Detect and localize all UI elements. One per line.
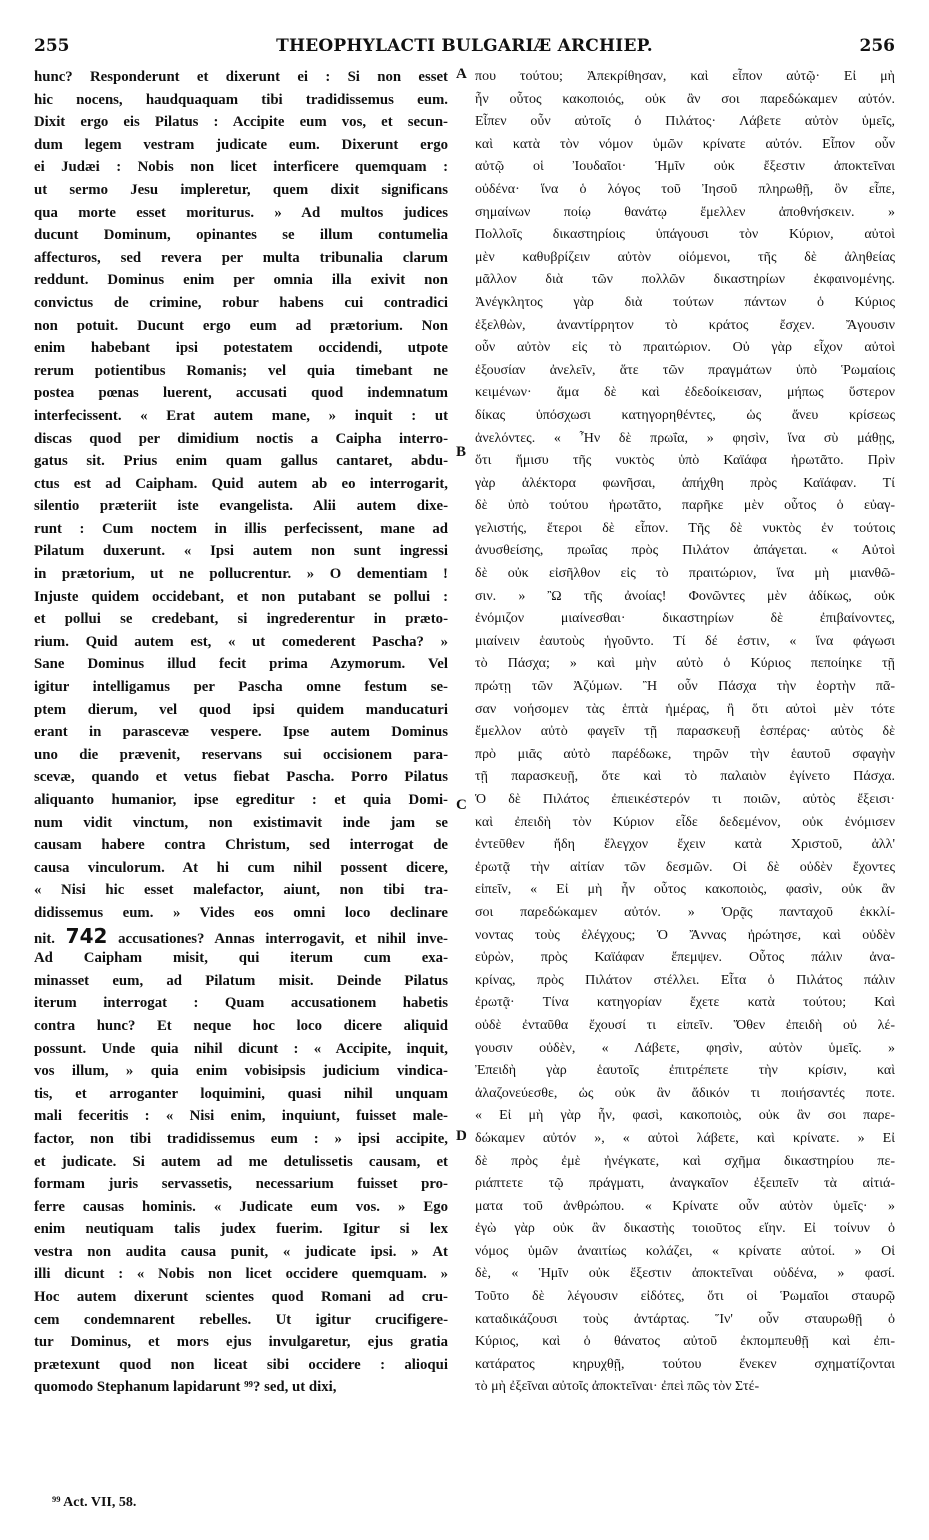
greek-line: ἔμελλον αὐτὸ φαγεῖν τῇ παρασκευῇ ἑσπέρας· αὐτὸς δὲ [475,724,895,740]
greek-line: ἐρωτᾷ· Τίνα κατηγορίαν ἔχετε κατὰ τούτου; Καὶ [475,995,895,1011]
latin-line: tis, et arroganter loquimini, quasi nihil unquam [34,1085,448,1102]
greek-line: δὲ ὑπὸ τούτου ἠρωτᾶτο, παρῆκε μὲν οὗτος ὁ εὐαγ- [475,498,895,514]
greek-line: πρώτῃ τῶν Ἀζύμων. Ἢ οὖν Πάσχα τὴν ἑορτὴν πᾶ- [475,679,895,695]
latin-line: factor, non tibi tradidissemus eum : » ipsi accipite, [34,1130,448,1147]
greek-column [475,66,895,1399]
greek-line: Πολλοῖς δικαστηρίοις ὑπάγουσι τὸν Κύριον, αὐτοὶ [475,227,895,243]
greek-line: ριάπτετε τῷ πράγματι, ἀναγκαῖον ἐξειπεῖν τὰ αἰτιά- [475,1176,895,1192]
latin-line: hic nocens, haudquaquam tibi tradidissemus eum. [34,91,448,108]
greek-line: μᾶλλον διὰ τῶν πολλῶν δικαστηρίων ἐκφαινομένης. [475,272,895,288]
greek-line: που τούτου; Ἀπεκρίθησαν, καὶ εἶπον αὐτῷ· Εἰ μὴ [475,69,895,84]
latin-line: cem condemnarent rebelles. Ut igitur crucifigere- [34,1311,448,1328]
greek-line: « Εἰ μὴ γὰρ ἦν, φασὶ, κακοποιὸς, οὐκ ἂν σοι παρε- [475,1108,895,1124]
latin-line: tur Dominus, et mors ejus invulgaretur, ejus gratia [34,1334,448,1351]
latin-line: vestra non audita causa punit, « judicate ipsi. » At [34,1243,448,1260]
greek-line: ἦν οὗτος κακοποιός, οὐκ ἂν σοι παρεδώκαμεν αὐτόν. [475,91,895,107]
latin-line: mali feceritis : « Nisi enim, inquiunt, fuisset male- [34,1108,448,1125]
greek-line: σημαίνων ποίῳ θανάτῳ ἔμελλεν ἀποθνήσκειν. » [475,204,895,220]
latin-line: quomodo Stephanum lapidarunt ⁹⁹? sed, ut dixi, [34,1379,337,1396]
latin-line: num vidit vinctum, non existimavit inde jam se [34,814,448,831]
greek-line: κρίνας, πρὸς Πιλάτον στέλλει. Εἶτα ὁ Πιλάτος πάλιν [475,972,895,988]
greek-line: ὅτι ἥμισυ τῆς νυκτὸς ὑπὸ Καϊάφα ἠρωτᾶτο. Πρὶν [475,453,895,469]
latin-line: « Nisi hic esset malefactor, aiunt, non tibi tra- [34,882,448,899]
greek-line: δίκας ὑπόσχωσι κατηγορηθέντες, ὡς ἄνευ κρίσεως [475,407,895,423]
greek-line: νόμος ὑμῶν ἀναιτίως κολάζει, « κρίνατε αὐτοί. » Οἱ [475,1243,895,1259]
latin-line: contra hunc? Et neque hoc loco dicere aliquid [34,1017,448,1034]
latin-line: Sane Dominus illud fecit prima Azymorum. Vel [34,656,448,673]
latin-line: qua morte esset moriturus. » Ad multos judices [34,204,448,221]
latin-line-text: accusationes? Annas interrogavit, et nihil inve- [118,930,448,947]
latin-line: didissemus eum. » Vides eos omni loco declinare [34,904,448,921]
greek-line: νοντας τοὺς ἐλέγχους; Ὁ Ἄννας ἠρώτησε, καὶ οὐδὲν [475,927,895,943]
latin-line: prætexunt quod non liceat sibi occidere : alioqui [34,1356,448,1373]
greek-line: αὐτῷ οἱ Ἰουδαῖοι· Ἡμῖν οὐκ ἔξεστιν ἀποκτεῖναι [475,159,895,175]
page-header [34,36,895,60]
greek-line: Ἐπειδὴ γὰρ ἑαυτοῖς ἐπιτρέπετε τὴν κρίσιν, καὶ [475,1063,895,1079]
latin-line: causa vinculorum. At hi cum nihil possent dicere, [34,859,448,876]
greek-line: Ὁ δὲ Πιλάτος ἐπιεικέστερόν τι ποιῶν, αὐτὸς ἔξεισι· [475,792,895,807]
latin-line: enim habebant ipsi potestatem occidendi, utpote [34,340,448,357]
greek-line: ματα τοῦ ἀνθρώπου. « Κρίνατε οὖν αὐτὸν ὑμεῖς· » [475,1198,895,1214]
greek-line: οὐδένα· ἵνα ὁ λόγος τοῦ Ἰησοῦ πληρωθῇ, ὃν εἶπε, [475,181,895,197]
latin-line: ctus est ad Caipham. Quid autem ab eo interrogarit, [34,475,448,492]
greek-line: δὲ πρὸς ἐμὲ ἠνέγκατε, καὶ σχῆμα δικαστηρίου πε- [475,1153,895,1169]
latin-line-prefix: nit. [34,930,55,947]
latin-line: ut sermo Jesu impleretur, quem dixit significans [34,181,448,198]
latin-line: rerum potientibus Romanis; vel quia timebant ne [34,362,448,379]
greek-line: δὲ οὐκ εἰσῆλθον εἰς τὸ πραιτώριον, ἵνα μὴ μιανθῶ- [475,566,895,582]
greek-line: ἐξελθὼν, ἀναντίρρητον τὸ κράτος ἔσχεν. Ἄγουσιν [475,317,895,333]
latin-line: ptem dierum, vel quod ipsi quidem manducaturi [34,701,448,718]
latin-column [34,66,448,1399]
latin-line: iterum interrogat : Quam accusationem habetis [34,995,448,1012]
margin-marker-d: D [456,1128,467,1144]
latin-line: interfecissent. « Erat autem mane, » inquit : ut [34,407,448,424]
latin-line: minasset eum, ad Pilatum misit. Deinde Pilatus [34,972,448,989]
latin-line: postea pœnas luerent, accusati quod indemnatum [34,385,448,402]
greek-line: Τοῦτο δὲ λέγουσιν εἰδότες, ὅτι οἱ Ῥωμαῖοι σταυρῷ [475,1289,895,1305]
greek-line: σιν. » Ὢ τῆς ἀνοίας! Φονῶντες μὲν ἀδίκως, οὐκ [475,588,895,604]
latin-line: reddunt. Dominus enim per omnia illa exivit non [34,272,448,289]
greek-line: ἐγὼ γὰρ οὐκ ἂν δικαστὴς τοιοῦτος εἴην. Εἰ τοίνυν ὁ [475,1221,895,1237]
greek-line: ἀλαζονεύεσθε, ὡς οὐκ ἂν ἄδικόν τι ποιήσαντές ποτε. [475,1085,895,1101]
greek-line: ἐντεῦθεν ἤδη ἔλεγχον ἔχειν κατὰ Χριστοῦ, ἀλλ' [475,837,895,853]
latin-line: Pilatum duxerunt. « Ipsi autem non sunt ingressi [34,543,448,560]
greek-line: οὖν αὐτὸν εἰς τὸ πραιτώριον. Οὐ γὰρ εἶχον αὐτοὶ [475,340,895,356]
greek-line: γουσιν οὐδὲν, « Λάβετε, φησὶν, αὐτὸν ὑμεῖς. » [475,1040,895,1056]
greek-line: τῇ παρασκευῇ, ὅτε καὶ τὸ παλαιὸν ἐγίνετο Πάσχα. [475,769,895,785]
greek-line: τὸ μὴ ἐξεῖναι αὐτοῖς ἀποκτεῖναι· ἐπεὶ πῶς τὸν Στέ- [475,1379,760,1395]
latin-line: runt : Cum noctem in illis perfecissent, mane ad [34,520,448,537]
greek-line: καταδικάζουσι τοὺς ἀντάρτας. Ἵν' οὖν σταυρωθῇ ὁ [475,1311,895,1327]
latin-line: affecturos, sed revera per multa tribunalia clarum [34,249,448,266]
greek-line: ἐξουσίαν ἀνελεῖν, ἅτε τῶν πραγμάτων ὑπὸ Ῥωμαίοις [475,362,895,378]
latin-line: discas quod per dimidium noctis a Caipha interro- [34,430,448,447]
latin-line: igitur intelligamus per Pascha omne festum se- [34,679,448,696]
latin-line: illi dicunt : « Nobis non licet occidere quemquam. » [34,1266,448,1283]
greek-line: ἐρωτᾷ τὴν αἰτίαν τῶν δεσμῶν. Οἱ δὲ οὐδὲν ἔχοντες [475,859,895,875]
greek-line: γελιστής, ἕτεροι δὲ εἶπον. Τῆς δὲ νυκτὸς ἐν τούτοις [475,520,895,536]
page-number-left: 255 [34,36,70,56]
latin-line: vos illum, » quia enim vobisipsis judicium vindica- [34,1063,448,1080]
greek-line: ἀνυσθείσης, πρωΐας πρὸς Πιλάτον ἀπάγεται. « Αὐτοὶ [475,543,895,559]
greek-line: σαν νοήσομεν τὰς ἑπτὰ ἡμέρας, ἢ ὅτι αὐτοὶ μὲν τότε [475,701,895,717]
latin-line: et judicate. Si autem ad me detulissetis causam, et [34,1153,448,1170]
greek-line: Ἀνέγκλητος γὰρ διὰ τούτων πάντων ὁ Κύριος [475,294,895,310]
greek-line: σοι παρεδώκαμεν αὐτόν. » Ὁρᾷς πανταχοῦ ἐκκλί- [475,904,895,920]
latin-line [34,925,448,948]
greek-line: ἐνόμιζον μιαίνεσθαι· δικαστηρίων δὲ ἐπιβαίνοντες, [475,611,895,627]
greek-line: γὰρ ἀλέκτορα φωνῆσαι, ἀπήχθη πρὸς Καϊάφαν. Τί [475,475,895,491]
latin-line: Ad Caipham misit, qui iterum cum exa- [34,950,448,967]
latin-line: ducunt Dominum, opinantes se illum contumelia [34,227,448,244]
margin-marker-a: A [456,66,467,82]
latin-line: non potuit. Ducunt ergo eum ad prætorium. Non [34,317,448,334]
latin-line: in prætorium, ut ne pollucrentur. » O dementiam ! [34,566,448,583]
margin-marker-c: C [456,797,467,813]
greek-line: Εἶπεν οὖν αὐτοῖς ὁ Πιλάτος· Λάβετε αὐτὸν ὑμεῖς, [475,114,895,130]
latin-line: hunc? Responderunt et dixerunt ei : Si non esset [34,69,448,85]
greek-line: μιαίνειν ἑαυτοὺς ἡγοῦντο. Τί δέ ἐστιν, « ἵνα φάγωσι [475,633,895,649]
footnote: ⁹⁹ Act. VII, 58. [52,1495,137,1510]
greek-line: πρὸ μιᾶς αὐτὸ παρέδωκε, τηρῶν τὴν ἑαυτοῦ σφαγὴν [475,746,895,762]
latin-line: ei Judæi : Nobis non licet interficere quemquam : [34,159,448,176]
latin-line: convictus de crimine, robur habens cui contradici [34,294,448,311]
greek-line: ἀνελόντες. « Ἦν δὲ πρωΐα, » φησὶν, ἵνα σὺ μάθῃς, [475,430,895,446]
latin-line: Injuste quidem occidebant, et non putabant se pollui : [34,588,448,605]
greek-line: τὸ Πάσχα; » καὶ μὴν αὐτὸ ὁ Κύριος πεποίηκε τῇ [475,656,895,672]
latin-line: et pollui se credebant, si ingrederentur in præto- [34,611,448,628]
greek-line: κατάρατος κηρυχθῇ, τούτου ἕνεκεν σχηματίζονται [475,1356,895,1372]
greek-line: εἰπεῖν, « Εἰ μὴ ἦν οὗτος κακοποιὸς, φασὶν, οὐκ ἂν [475,882,895,898]
latin-line: Dixit ergo eis Pilatus : Accipite eum vos, et secun- [34,114,448,131]
greek-line: δὲ, « Ἡμῖν οὐκ ἔξεστιν ἀποκτεῖναι οὐδένα, » φασί. [475,1266,895,1282]
latin-line: aliquanto humanior, ipse egreditur : et quia Domi- [34,792,448,808]
running-title: THEOPHYLACTI BULGARIÆ ARCHIEP. [276,36,653,56]
greek-line: Κύριος, καὶ ὁ θάνατος αὐτοῦ ἐκπομπευθῇ καὶ ἐπι- [475,1334,895,1350]
greek-line: κειμένων· ἅμα δὲ καὶ ἐδεδοίκεισαν, μήπως ὕστερον [475,385,895,401]
latin-line: dum legem vestram judicate eum. Dixerunt ergo [34,136,448,153]
latin-line: causam habere contra Christum, sed interrogat de [34,837,448,854]
latin-line: uno die prævenit, reservans sui occisionem para- [34,746,448,763]
latin-line: ferre causas hominis. « Judicate eum vos. » Ego [34,1198,448,1215]
latin-line: rium. Quid autem est, « ut comederent Pascha? » [34,633,448,650]
latin-line: possunt. Unde quia nihil dicunt : « Accipite, inquit, [34,1040,448,1057]
latin-line: erant in parascevæ vespere. Ipse autem Dominus [34,724,448,741]
greek-line: καὶ κατὰ τὸν νόμον ὑμῶν κρίνατε αὐτόν. Εἶπον οὖν [475,136,895,152]
latin-line: enim neutiquam talis judex fuerim. Igitur si lex [34,1221,448,1238]
column-number: 742 [65,924,108,948]
greek-line: οὐδὲ ἐνταῦθα ἔχουσί τι εἰπεῖν. Ὅθεν ἐπειδὴ οὐ λέ- [475,1017,895,1033]
greek-line: δώκαμεν αὐτόν », « αὐτοὶ λάβετε, καὶ κρίνατε. » Εἰ [475,1130,895,1146]
latin-line: Hoc autem dixerunt scientes quod Romani ad cru- [34,1289,448,1306]
page-number-right: 256 [859,36,895,56]
latin-line: silentio præteriit iste evangelista. Alii autem dixe- [34,498,448,515]
margin-marker-b: B [456,444,467,460]
greek-line: εὑρὼν, πρὸς Καϊάφαν ἔπεμψεν. Οὗτος πάλιν ἀνα- [475,950,895,966]
latin-line: gatus sit. Prius enim quam gallus cantaret, abdu- [34,453,448,470]
greek-line: καὶ ἐπειδὴ τὸν Κύριον εἶδε δεδεμένον, οὐκ ἐνόμισεν [475,814,895,830]
latin-line: scevæ, quando et vetus fiebat Pascha. Porro Pilatus [34,769,448,786]
latin-line: formam juris servassetis, necessarium fuisset pro- [34,1176,448,1193]
greek-line: μὲν καθυβρίζειν αὐτὸν οἰόμενοι, τῆς δὲ ἀληθείας [475,249,895,265]
